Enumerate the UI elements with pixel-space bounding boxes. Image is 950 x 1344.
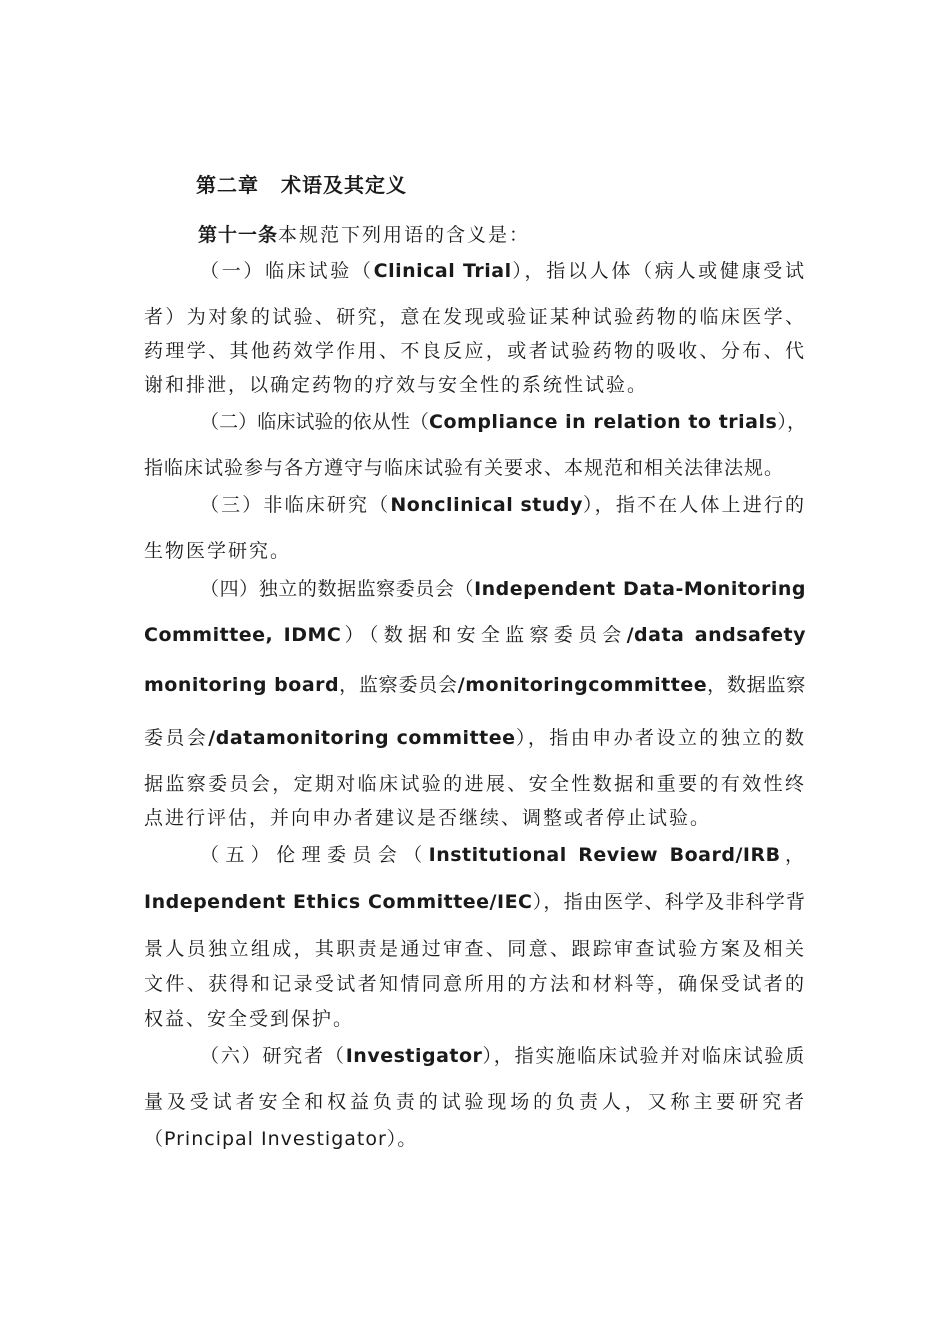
article-number: 第十一条 — [198, 224, 279, 246]
body-line: 生物医学研究。 — [144, 540, 292, 562]
term-4-line-4: 委员会/datamonitoring committee），指由申办者设立的独立的数 — [144, 727, 806, 749]
term-5-first-line: （五）伦理委员会（Institutional Review Board/IRB， — [200, 844, 806, 866]
body-line: 文件、获得和记录受试者知情同意所用的方法和材料等，确保受试者的 — [144, 973, 806, 995]
body-line: 景人员独立组成，其职责是通过审查、同意、跟踪审查试验方案及相关 — [144, 938, 806, 960]
term-3-first-line: （三）非临床研究（Nonclinical study），指不在人体上进行的 — [200, 494, 806, 516]
term-2-english: Compliance in relation to trials — [429, 411, 778, 433]
term-4-first-line: （四）独立的数据监察委员会（Independent Data-Monitoring — [200, 578, 806, 600]
chapter-heading — [196, 172, 858, 198]
term-4-english: Independent Data-Monitoring — [474, 578, 806, 600]
chapter-number: 第二章 — [196, 173, 259, 197]
term-2-first-line: （二）临床试验的依从性（Compliance in relation to trials）， — [200, 411, 806, 433]
body-line: （Principal Investigator）。 — [144, 1128, 418, 1150]
body-line: 量及受试者安全和权益负责的试验现场的负责人，又称主要研究者 — [144, 1091, 806, 1113]
body-line: 谢和排泄，以确定药物的疗效与安全性的系统性试验。 — [144, 374, 649, 396]
term-6-english: Investigator — [345, 1045, 483, 1067]
term-1-first-line: （一）临床试验（Clinical Trial），指以人体（病人或健康受试 — [200, 260, 806, 282]
body-line: 者）为对象的试验、研究，意在发现或验证某种试验药物的临床医学、 — [144, 306, 806, 328]
term-3-english: Nonclinical study — [390, 494, 583, 516]
term-5-english: Institutional Review Board/IRB — [428, 844, 781, 866]
body-line: 指临床试验参与各方遵守与临床试验有关要求、本规范和相关法律法规。 — [144, 457, 785, 479]
term-4-line-2: Committee, IDMC）（数据和安全监察委员会/data andsafety — [144, 624, 806, 646]
term-1-english: Clinical Trial — [373, 260, 512, 282]
body-line: 药理学、其他药效学作用、不良反应，或者试验药物的吸收、分布、代 — [144, 340, 806, 362]
body-line: 点进行评估，并向申办者建议是否继续、调整或者停止试验。 — [144, 807, 712, 829]
chapter-title: 术语及其定义 — [281, 173, 407, 197]
article-intro: 本规范下列用语的含义是： — [278, 224, 531, 246]
article-line — [198, 222, 860, 248]
term-6-first-line: （六）研究者（Investigator），指实施临床试验并对临床试验质 — [200, 1045, 806, 1067]
body-line: 据监察委员会，定期对临床试验的进展、安全性数据和重要的有效性终 — [144, 773, 806, 795]
term-5-line-2: Independent Ethics Committee/IEC），指由医学、科学及非科学背 — [144, 891, 806, 913]
term-4-line-3: monitoring board，监察委员会/monitoringcommittee，数据监察 — [144, 674, 806, 696]
body-line: 权益、安全受到保护。 — [144, 1008, 355, 1030]
